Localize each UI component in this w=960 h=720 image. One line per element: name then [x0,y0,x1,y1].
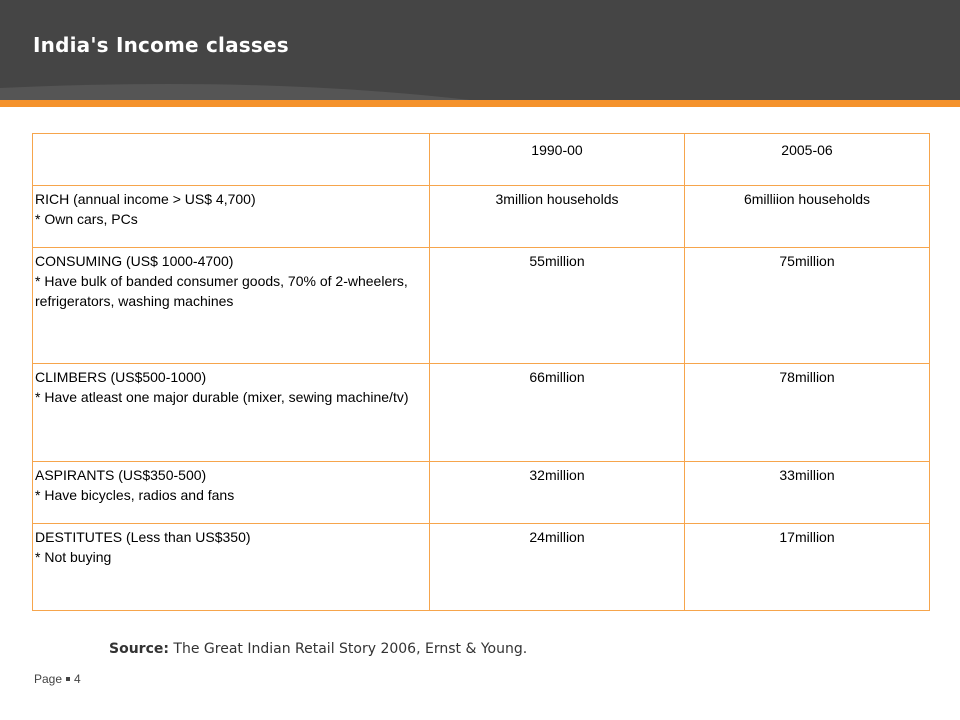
header-1990: 1990-00 [430,134,685,186]
class-cell [33,524,430,611]
table-row [33,186,930,248]
table-row [33,364,930,462]
value-2005: 78million [685,364,930,462]
value-2005: 75million [685,248,930,364]
slide-title: India's Income classes [33,33,289,57]
value-2005: 6milliion households [685,186,930,248]
income-table [32,133,930,611]
value-1990: 24million [430,524,685,611]
header-empty-cell [33,134,430,186]
source-citation [109,641,527,657]
value-1990: 3million households [430,186,685,248]
value-2005: 33million [685,462,930,524]
page-label: Page [34,672,63,686]
table-row [33,462,930,524]
value-1990: 32million [430,462,685,524]
class-name: CLIMBERS (US$500-1000) [35,369,207,385]
class-description: * Have bulk of banded consumer goods, 70% of 2-wheelers, refrigerators, washing machines [35,273,408,309]
class-name: CONSUMING (US$ 1000-4700) [35,253,234,269]
class-description: * Not buying [35,549,112,565]
class-name: ASPIRANTS (US$350-500) [35,467,207,483]
slide-header [0,0,960,100]
class-cell [33,248,430,364]
page-number: 4 [74,672,81,686]
page-footer [34,672,81,686]
class-description: * Have atleast one major durable (mixer, sewing machine/tv) [35,389,409,405]
class-cell [33,462,430,524]
header-2005: 2005-06 [685,134,930,186]
class-cell [33,364,430,462]
accent-bar [0,100,960,107]
class-cell [33,186,430,248]
class-name: RICH (annual income > US$ 4,700) [35,191,256,207]
table-row [33,524,930,611]
value-2005: 17million [685,524,930,611]
table-header-row [33,134,930,186]
source-label: Source: [109,641,169,657]
source-text: The Great Indian Retail Story 2006, Ernst & Young. [173,641,528,657]
class-description: * Have bicycles, radios and fans [35,487,235,503]
value-1990: 55million [430,248,685,364]
value-1990: 66million [430,364,685,462]
table-row [33,248,930,364]
class-name: DESTITUTES (Less than US$350) [35,529,251,545]
class-description: * Own cars, PCs [35,211,138,227]
bullet-icon [66,677,70,681]
